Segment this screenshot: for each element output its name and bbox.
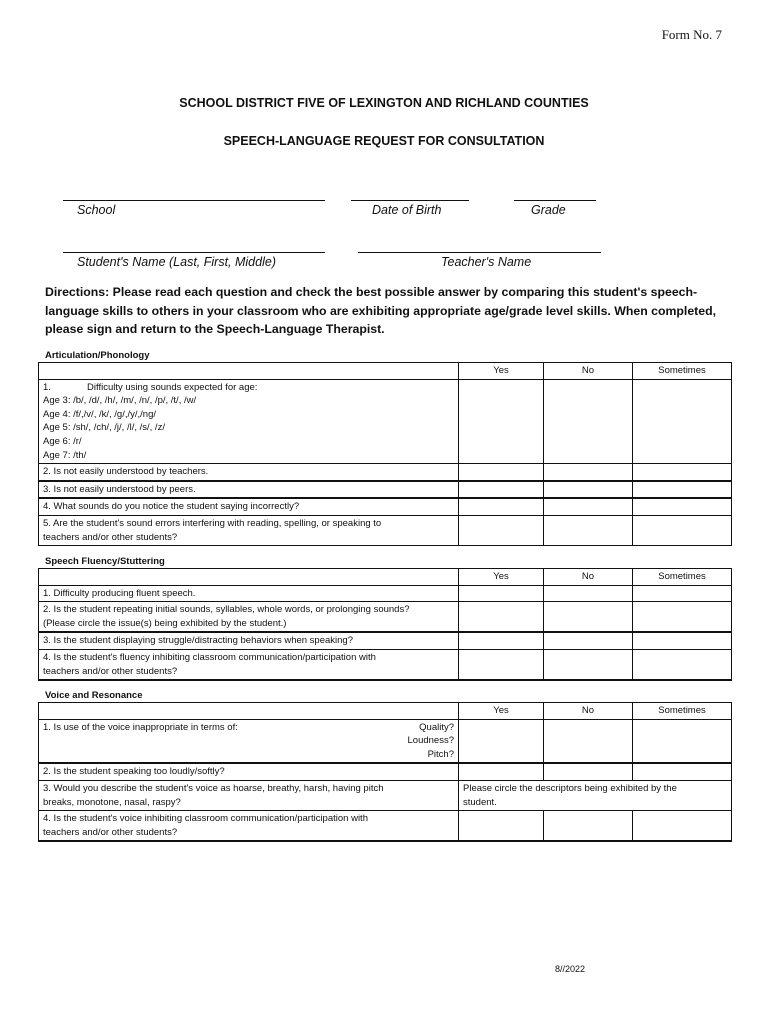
articulation-table bbox=[38, 362, 732, 546]
fluency-table bbox=[38, 568, 732, 681]
directions-text: Directions: Please read each question and check the best possible answer by comparing this student's speech-language skills to others in your classroom who are exhibiting appropriate age/grade level skills. When completed, please sign and return to the Speech-Language Therapist. bbox=[45, 285, 717, 336]
question-row bbox=[39, 763, 732, 780]
grade-label: Grade bbox=[531, 203, 566, 217]
district-title: SCHOOL DISTRICT FIVE OF LEXINGTON AND RICHLAND COUNTIES bbox=[179, 96, 589, 110]
grade-line[interactable] bbox=[514, 200, 596, 201]
header-yes: Yes bbox=[459, 703, 544, 720]
question-cell: 3. Is not easily understood by peers. bbox=[39, 481, 459, 499]
yes-checkbox-cell[interactable] bbox=[459, 649, 544, 680]
section-heading-fluency: Speech Fluency/Stuttering bbox=[45, 556, 165, 567]
sometimes-checkbox-cell[interactable] bbox=[633, 515, 732, 545]
question-row bbox=[39, 585, 732, 602]
header-sometimes: Sometimes bbox=[633, 569, 732, 586]
yes-checkbox-cell[interactable] bbox=[459, 585, 544, 602]
sometimes-checkbox-cell[interactable] bbox=[633, 379, 732, 464]
question-row bbox=[39, 649, 732, 680]
no-checkbox-cell[interactable] bbox=[544, 719, 633, 763]
no-checkbox-cell[interactable] bbox=[544, 481, 633, 499]
yes-checkbox-cell[interactable] bbox=[459, 464, 544, 481]
header-sometimes: Sometimes bbox=[633, 703, 732, 720]
question-row bbox=[39, 481, 732, 499]
question-row bbox=[39, 498, 732, 515]
question-cell: 5. Are the student's sound errors interfering with reading, spelling, or speaking to teachers and/or other students? bbox=[39, 515, 459, 545]
yes-checkbox-cell[interactable] bbox=[459, 632, 544, 649]
age-line: Age 4: /f/,/v/, /k/, /g/,/y/,/ng/ bbox=[43, 408, 156, 420]
yes-checkbox-cell[interactable] bbox=[459, 602, 544, 633]
student-name-line[interactable] bbox=[63, 252, 325, 253]
form-title: SPEECH-LANGUAGE REQUEST FOR CONSULTATION bbox=[223, 134, 545, 148]
sometimes-checkbox-cell[interactable] bbox=[633, 719, 732, 763]
voice-table bbox=[38, 702, 732, 842]
header-blank bbox=[39, 703, 459, 720]
sometimes-checkbox-cell[interactable] bbox=[633, 632, 732, 649]
question-row bbox=[39, 632, 732, 649]
question-cell: 2. Is the student repeating initial sounds, syllables, whole words, or prolonging sounds? (Please circle the issue(s) being exhibited by the student.) bbox=[39, 602, 459, 633]
no-checkbox-cell[interactable] bbox=[544, 464, 633, 481]
teacher-name-label: Teacher's Name bbox=[441, 255, 532, 269]
sometimes-checkbox-cell[interactable] bbox=[633, 585, 732, 602]
school-line[interactable] bbox=[63, 200, 325, 201]
dob-label: Date of Birth bbox=[372, 203, 442, 217]
section-heading-voice: Voice and Resonance bbox=[45, 690, 143, 701]
header-no: No bbox=[544, 703, 633, 720]
no-checkbox-cell[interactable] bbox=[544, 649, 633, 680]
dob-line[interactable] bbox=[351, 200, 469, 201]
sometimes-checkbox-cell[interactable] bbox=[633, 811, 732, 842]
question-cell: 2. Is the student speaking too loudly/softly? bbox=[39, 763, 459, 780]
loudness-label: Loudness? bbox=[407, 735, 454, 747]
header-blank bbox=[39, 569, 459, 586]
yes-checkbox-cell[interactable] bbox=[459, 763, 544, 780]
no-checkbox-cell[interactable] bbox=[544, 763, 633, 780]
question-cell: 4. Is the student's voice inhibiting classroom communication/participation with teachers and/or other students? bbox=[39, 811, 459, 842]
yes-checkbox-cell[interactable] bbox=[459, 481, 544, 499]
question-row bbox=[39, 515, 732, 545]
question-cell: 1. Difficulty using sounds expected for age: Age 3: /b/, /d/, /h/, /m/, /n/, /p/, /t/, /w/ Age 4: /f/,/v/, /k/, /g/,/y/,/ng/ Age 5: /sh/, /ch/, /j/, /l/, /s/, /z/ Age 6: /r/ Age 7: /th/ bbox=[39, 379, 459, 464]
yes-checkbox-cell[interactable] bbox=[459, 719, 544, 763]
header-sometimes: Sometimes bbox=[633, 363, 732, 380]
sometimes-checkbox-cell[interactable] bbox=[633, 481, 732, 499]
yes-checkbox-cell[interactable] bbox=[459, 811, 544, 842]
question-row bbox=[39, 379, 732, 464]
question-cell: 2. Is not easily understood by teachers. bbox=[39, 464, 459, 481]
no-checkbox-cell[interactable] bbox=[544, 632, 633, 649]
student-name-label: Student's Name (Last, First, Middle) bbox=[77, 255, 276, 269]
quality-label: Quality? bbox=[419, 721, 454, 733]
no-checkbox-cell[interactable] bbox=[544, 602, 633, 633]
question-row bbox=[39, 780, 732, 810]
yes-checkbox-cell[interactable] bbox=[459, 379, 544, 464]
age-line: Age 6: /r/ bbox=[43, 435, 82, 447]
sometimes-checkbox-cell[interactable] bbox=[633, 498, 732, 515]
revision-date: 8//2022 bbox=[555, 964, 586, 974]
question-row bbox=[39, 602, 732, 633]
descriptor-note-cell[interactable]: Please circle the descriptors being exhibited by the student. bbox=[459, 780, 732, 810]
sometimes-checkbox-cell[interactable] bbox=[633, 649, 732, 680]
question-cell: 3. Would you describe the student's voice as hoarse, breathy, harsh, having pitch breaks, monotone, nasal, raspy? bbox=[39, 780, 459, 810]
question-row bbox=[39, 719, 732, 763]
header-no: No bbox=[544, 569, 633, 586]
question-cell: 3. Is the student displaying struggle/distracting behaviors when speaking? bbox=[39, 632, 459, 649]
section-heading-articulation: Articulation/Phonology bbox=[45, 350, 150, 361]
sometimes-checkbox-cell[interactable] bbox=[633, 763, 732, 780]
yes-checkbox-cell[interactable] bbox=[459, 515, 544, 545]
question-row bbox=[39, 811, 732, 842]
age-line: Age 5: /sh/, /ch/, /j/, /l/, /s/, /z/ bbox=[43, 422, 165, 434]
school-label: School bbox=[77, 203, 116, 217]
no-checkbox-cell[interactable] bbox=[544, 498, 633, 515]
no-checkbox-cell[interactable] bbox=[544, 585, 633, 602]
header-yes: Yes bbox=[459, 363, 544, 380]
question-cell: 4. Is the student's fluency inhibiting classroom communication/participation with teachers and/or other students? bbox=[39, 649, 459, 680]
header-blank bbox=[39, 363, 459, 380]
sometimes-checkbox-cell[interactable] bbox=[633, 464, 732, 481]
question-cell: 1. Is use of the voice inappropriate in terms of: Quality? Loudness? Pitch? bbox=[39, 719, 459, 763]
yes-checkbox-cell[interactable] bbox=[459, 498, 544, 515]
no-checkbox-cell[interactable] bbox=[544, 811, 633, 842]
teacher-name-line[interactable] bbox=[358, 252, 601, 253]
no-checkbox-cell[interactable] bbox=[544, 515, 633, 545]
question-cell: 4. What sounds do you notice the student saying incorrectly? bbox=[39, 498, 459, 515]
age-line: Age 3: /b/, /d/, /h/, /m/, /n/, /p/, /t/, /w/ bbox=[43, 395, 197, 407]
pitch-label: Pitch? bbox=[427, 748, 454, 760]
sometimes-checkbox-cell[interactable] bbox=[633, 602, 732, 633]
question-cell: 1. Difficulty producing fluent speech. bbox=[39, 585, 459, 602]
header-no: No bbox=[544, 363, 633, 380]
header-yes: Yes bbox=[459, 569, 544, 586]
no-checkbox-cell[interactable] bbox=[544, 379, 633, 464]
age-line: Age 7: /th/ bbox=[43, 449, 87, 461]
form-number: Form No. 7 bbox=[661, 27, 722, 42]
question-row bbox=[39, 464, 732, 481]
